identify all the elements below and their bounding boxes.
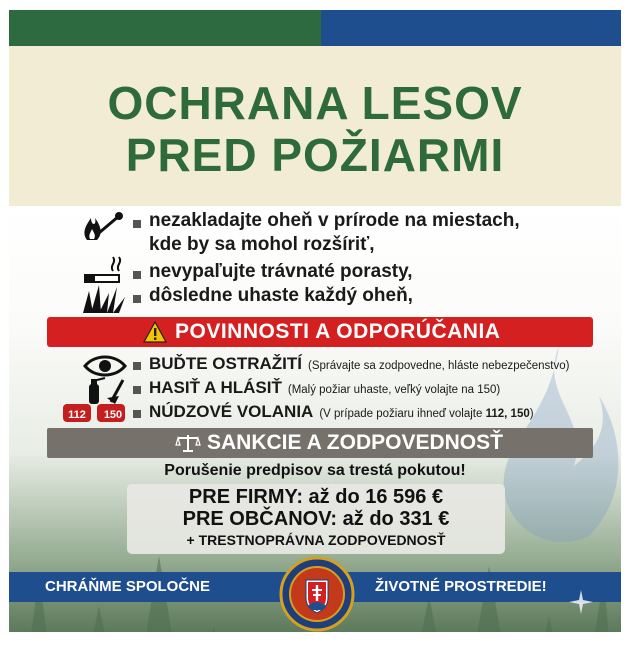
fire-rescue-emblem-icon	[277, 556, 357, 632]
footer-right-slogan: ŽIVOTNÉ PROSTREDIE!	[375, 578, 547, 595]
emergency-numbers-icon	[61, 400, 129, 428]
duty-note	[319, 408, 533, 420]
blue-stripe	[321, 10, 621, 46]
penalty-firms: PRE FIRMY: až do 16 596 €	[188, 486, 444, 508]
bullet-marker	[133, 295, 141, 303]
duty-note-suffix: )	[529, 408, 534, 420]
duty-text	[149, 402, 534, 422]
bullet-marker	[133, 386, 141, 394]
duty-label: BUĎTE OSTRAŽITÍ	[149, 354, 302, 373]
penalty-criminal: + TRESTNOPRÁVNA ZODPOVEDNOSŤ	[186, 532, 446, 548]
sanctions-banner-label: SANKCIE A ZODPOVEDNOSŤ	[207, 431, 503, 454]
duties-banner	[47, 317, 593, 347]
bullet-marker	[133, 362, 141, 370]
rule-text: dôsledne uhaste každý oheň,	[149, 285, 413, 306]
penalty-citizens: PRE OBČANOV: až do 331 €	[182, 508, 450, 530]
poster-title-line-1: OCHRANA LESOV	[107, 77, 523, 129]
duty-note: (Malý požiar uhaste, veľký volajte na 150)	[287, 384, 501, 396]
duty-label: HASIŤ A HLÁSIŤ	[149, 378, 282, 397]
rule-text: nevypaľujte trávnaté porasty,	[149, 261, 413, 282]
scale-icon	[175, 433, 201, 453]
rule-text-continued: kde by sa mohol rozšíriť,	[149, 234, 375, 255]
duty-note-prefix: (V prípade požiaru ihneď volajte	[319, 408, 483, 420]
grass-icon	[79, 281, 129, 315]
poster-title-line-2: PRED POŽIARMI	[125, 129, 505, 181]
duties-banner-label: POVINNOSTI A ODPORÚČANIA	[175, 320, 501, 343]
warning-icon	[143, 321, 167, 343]
fine-statement: Porušenie predpisov sa trestá pokutou!	[164, 462, 466, 479]
rule-item-3	[9, 283, 621, 313]
penalty-box	[127, 484, 505, 554]
bullet-marker	[133, 410, 141, 418]
duty-note: (Správajte sa zodpovedne, hláste nebezpečenstvo)	[308, 360, 570, 372]
duty-label: NÚDZOVÉ VOLANIA	[149, 402, 314, 421]
rule-text: nezakladajte oheň v prírode na miestach,	[149, 210, 520, 231]
fire-prevention-poster	[9, 10, 621, 632]
duty-text	[149, 378, 500, 398]
badge-112: 112	[68, 409, 86, 421]
duty-text	[149, 354, 569, 374]
badge-150: 150	[103, 409, 123, 421]
green-stripe	[9, 10, 321, 46]
footer-left-slogan: CHRÁŇME SPOLOČNE	[45, 578, 211, 595]
duty-item-3	[9, 400, 621, 428]
top-color-stripe	[9, 10, 621, 46]
rule-item-1	[9, 208, 621, 255]
duty-note-numbers: 112, 150	[485, 408, 530, 420]
sanctions-banner	[47, 428, 593, 458]
burning-match-icon	[79, 208, 129, 242]
bullet-marker	[133, 220, 141, 228]
sparkle-icon	[569, 590, 593, 614]
bullet-marker	[133, 271, 141, 279]
title-block	[9, 46, 621, 206]
